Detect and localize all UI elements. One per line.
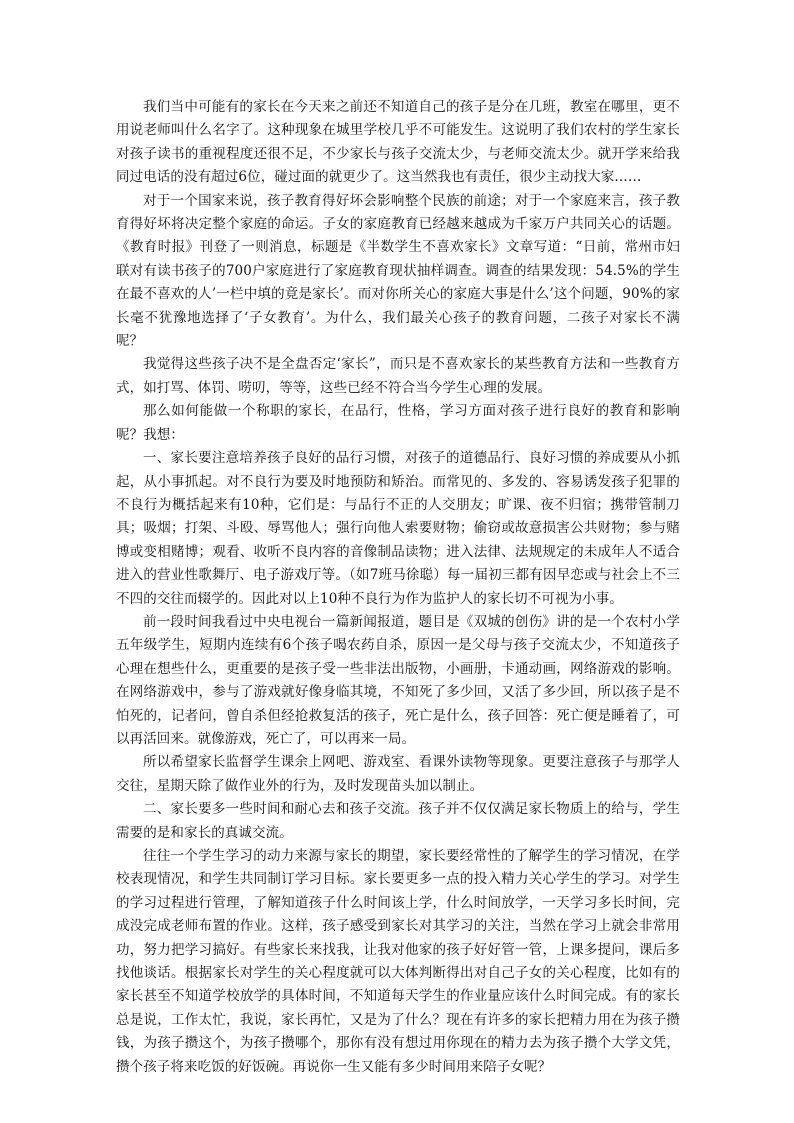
- paragraph-3: 我觉得这些孩子决不是全盘否定‘家长”，而只是不喜欢家长的某些教育方法和一些教育方式，如打骂、体罚、唠叨，等等，这些已经不符合当今学生心理的发展。: [116, 356, 680, 396]
- paragraph-9: 往往一个学生学习的动力来源与家长的期望，家长要经常性的了解学生的学习情况，在学校表现情况，和学生共同制订学习目标。家长要更多一点的投入精力关心学生的学习。对学生的学习过程进行管理，了解知道孩子什么时间该上学，什么时间放学，一天学习多长时间，完成没完成老师布置的作业。这样，孩子感受到家长对其学习的关注，当然在学习上就会非常用功，努力把学习搞好。有些家长来找我，让我对他家的孩子好好管一管，上课多提问，课后多找他谈话。根据家长对学生的关心程度就可以大体判断得出对自己子女的关心程度，比如有的家长甚至不知道学校放学的具体时间，不知道每天学生的作业量应该什么时间完成。有的家长总是说，工作太忙，我说，家长再忙，又是为了什么？现在有许多的家长把精力用在为孩子攒钱，为孩子攒这个，为孩子攒哪个，那你有没有想过用你现在的精力去为孩子攒个大学文凭，攒个孩子将来吃饭的好饭碗。再说你一生又能有多少时间用来陪子女呢？: [116, 848, 680, 1075]
- paragraph-1: 我们当中可能有的家长在今天来之前还不知道自己的孩子是分在几班，教室在哪里，更不用说老师叫什么名字了。这种现象在城里学校几乎不可能发生。这说明了我们农村的学生家长对孩子读书的重视程度还很不足，不少家长与孩子交流太少，与老师交流太少。就开学来给我同过电话的没有超过6位，碰过面的就更少了。这当然我也有责任，很少主动找大家……: [116, 99, 680, 186]
- paragraph-4: 那么如何能做一个称职的家长，在品行，性格，学习方面对孩子进行良好的教育和影响呢？我想：: [116, 403, 680, 443]
- paragraph-7: 所以希望家长监督学生课余上网吧、游戏室、看课外读物等现象。更要注意孩子与那学人交往，星期天除了做作业外的行为，及时发现苗头加以制止。: [116, 754, 680, 794]
- paragraph-2: 对于一个国家来说，孩子教育得好坏会影响整个民族的前途；对于一个家庭来言，孩子教育得好坏将决定整个家庭的命运。子女的家庭教育已经越来越成为千家万户共同关心的话题。《教育时报》刊登了一则消息，标题是《半数学生不喜欢家长》文章写道：“日前，常州市妇联对有读书孩子的700户家庭进行了家庭教育现状抽样调查。调查的结果发现：54.5%的学生在最不喜欢的人’一栏中填的竟是家长’。而对你所关心的家庭大事是什么’这个问题，90%的家长毫不犹豫地选择了‘子女教育’。为什么，我们最关心孩子的教育问题，二孩子对家长不满呢？: [116, 192, 680, 350]
- paragraph-6: 前一段时间我看过中央电视台一篇新闻报道，题目是《双城的创伤》讲的是一个农村小学五年级学生，短期内连续有6个孩子喝农药自杀，原因一是父母与孩子交流太少，不知道孩子心理在想些什么，更重要的是孩子受一些非法出版物，小画册，卡通动画，网络游戏的影响。在网络游戏中，参与了游戏就好像身临其境，不知死了多少回，又活了多少回，所以孩子是不怕死的，记者问，曾自杀但经抢救复活的孩子，死亡是什么，孩子回答：死亡便是睡着了，可以再活回来。就像游戏，死亡了，可以再来一局。: [116, 613, 680, 747]
- paragraph-8: 二、家长要多一些时间和耐心去和孩子交流。孩子并不仅仅满足家长物质上的给与，学生需要的是和家长的真诚交流。: [116, 801, 680, 841]
- paragraph-5: 一、家长要注意培养孩子良好的品行习惯，对孩子的道德品行、良好习惯的养成要从小抓起，从小事抓起。对不良行为要及时地预防和矫治。而常见的、多发的、容易诱发孩子犯罪的不良行为概括起来有10种，它们是：与品行不正的人交朋友；旷课、夜不归宿；携带管制刀具；吸烟；打架、斗殴、辱骂他人；强行向他人索要财物；偷窃或故意损害公共财物；参与赌博或变相赌博；观看、收听不良内容的音像制品读物；进入法律、法规规定的未成年人不适合进入的营业性歌舞厅、电子游戏厅等。（如7班马徐聪）每一届初三都有因早恋或与社会上不三不四的交往而辍学的。因此对以上10种不良行为作为监护人的家长切不可视为小事。: [116, 450, 680, 607]
